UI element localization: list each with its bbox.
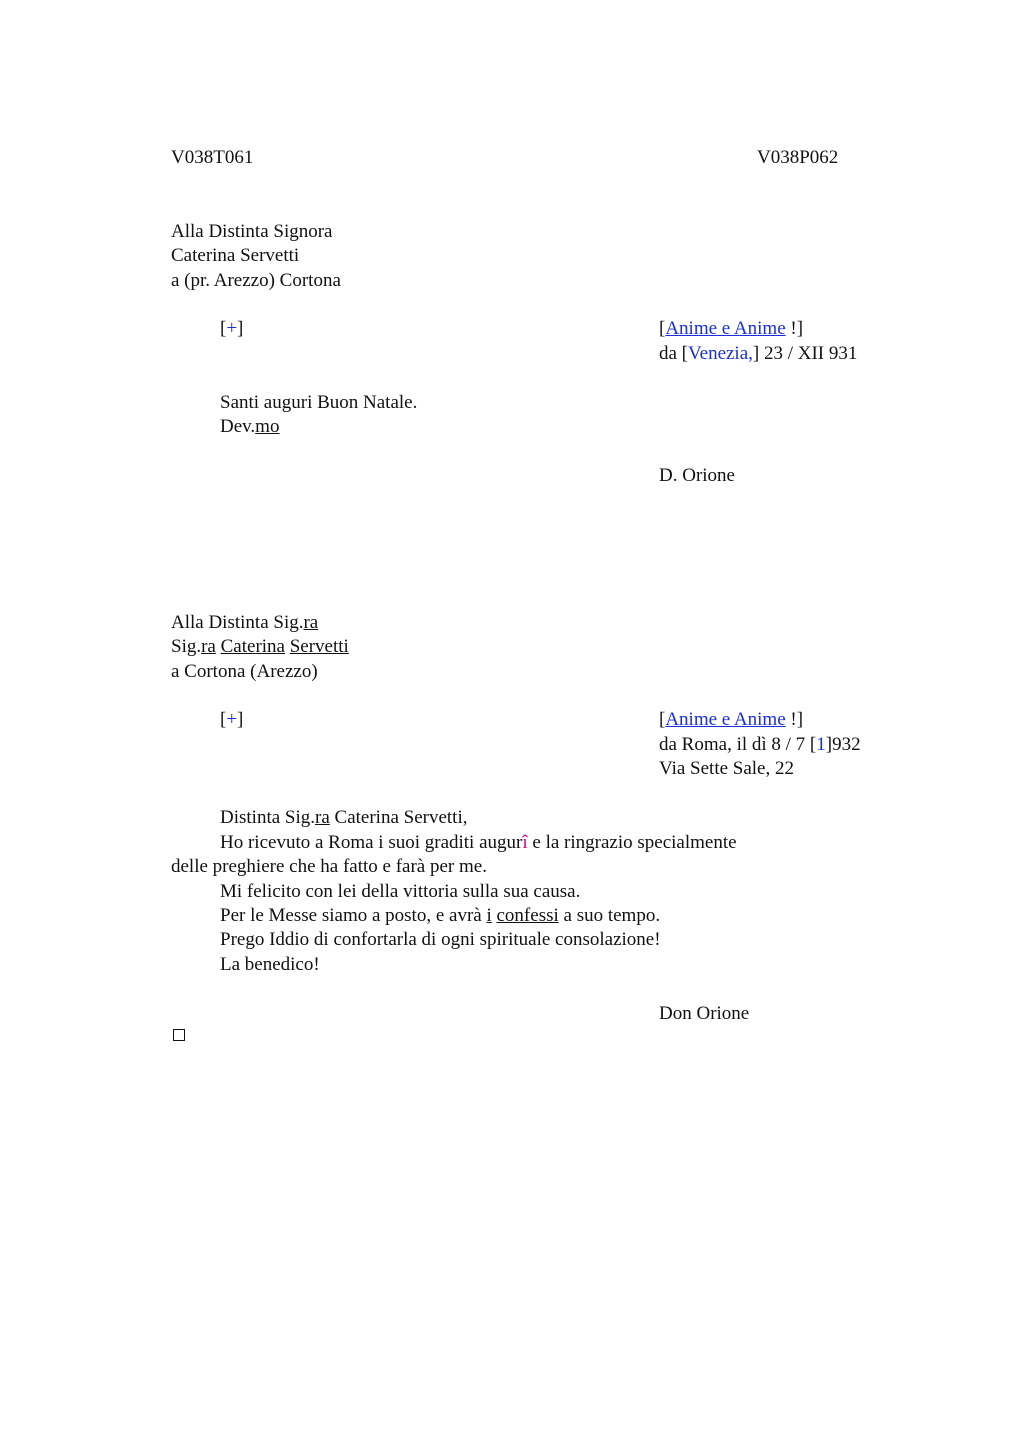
- date-prefix: da Roma, il dì 8 / 7 [: [659, 734, 817, 755]
- address1-superscript: ra: [303, 612, 319, 633]
- letter2-salutation: [220, 806, 468, 830]
- document-code-left: V038T061: [171, 147, 254, 168]
- motto-link[interactable]: Anime e Anime: [665, 709, 786, 730]
- letter2-date: [659, 733, 861, 757]
- letter2-body-line3: Mi felicito con lei della vittoria sulla sua causa.: [220, 881, 581, 902]
- closing-superscript: mo: [255, 416, 280, 437]
- address1-prefix: Alla Distinta Sig.: [171, 612, 304, 633]
- letter1-motto: [Anime e Anime !]: [659, 318, 804, 339]
- cross-symbol: +: [226, 318, 238, 339]
- address2-superscript: ra: [201, 636, 216, 657]
- letter2-address-line1: [171, 611, 318, 635]
- letter2-body-line4: [220, 904, 660, 928]
- letter2-address-line3: a Cortona (Arezzo): [171, 661, 318, 682]
- letter2-body-line6: La benedico!: [220, 954, 320, 975]
- end-marker-box-icon: [173, 1029, 185, 1041]
- closing-prefix: Dev.: [220, 416, 256, 437]
- line4-underlined-1: i: [486, 905, 492, 926]
- motto-suffix: !]: [785, 318, 804, 339]
- salutation-prefix: Distinta Sig.: [220, 807, 316, 828]
- letter2-body-line1: [220, 831, 737, 855]
- letter1-body-line: Santi auguri Buon Natale.: [220, 392, 418, 413]
- letter1-cross-mark: [+]: [220, 318, 244, 339]
- address2-first-name: Caterina: [220, 636, 285, 657]
- letter2-street: Via Sette Sale, 22: [659, 758, 794, 779]
- letter1-address-line1: Alla Distinta Signora: [171, 221, 333, 242]
- letter1-closing: [220, 415, 279, 439]
- line1-text-a: Ho ricevuto a Roma i suoi graditi augur: [220, 832, 523, 853]
- line4-text-b: a suo tempo.: [558, 905, 661, 926]
- motto-link[interactable]: Anime e Anime: [665, 318, 786, 339]
- letter2-address-line2: [171, 635, 349, 659]
- line4-underlined-2: confessi: [496, 905, 559, 926]
- cross-symbol: +: [226, 709, 238, 730]
- editorial-mark: î: [522, 832, 528, 853]
- letter2-signature: Don Orione: [659, 1003, 750, 1024]
- document-code-right: V038P062: [757, 147, 839, 168]
- letter2-body-line2: delle preghiere che ha fatto e farà per me.: [171, 856, 487, 877]
- letter2-cross-mark: [+]: [220, 709, 244, 730]
- line1-text-b: e la ringrazio specialmente: [527, 832, 737, 853]
- letter1-address-line3: a (pr. Arezzo) Cortona: [171, 270, 341, 291]
- date-suffix: ]932: [825, 734, 861, 755]
- salutation-suffix: Caterina Servetti,: [329, 807, 468, 828]
- motto-suffix: !]: [785, 709, 804, 730]
- letter1-address-line2: Caterina Servetti: [171, 245, 300, 266]
- letter1-signature: D. Orione: [659, 465, 735, 486]
- place-insert: Venezia,: [688, 343, 753, 364]
- place-prefix: da [: [659, 343, 689, 364]
- letter2-body-line5: Prego Iddio di confortarla di ogni spirituale consolazione!: [220, 929, 661, 950]
- address2-last-name: Servetti: [289, 636, 349, 657]
- address2-prefix: Sig.: [171, 636, 202, 657]
- line4-text-a: Per le Messe siamo a posto, e avrà: [220, 905, 487, 926]
- letter2-motto: [Anime e Anime !]: [659, 709, 804, 730]
- date-insert: 1: [816, 734, 826, 755]
- salutation-superscript: ra: [315, 807, 330, 828]
- letter1-date: ] 23 / XII 931: [752, 343, 858, 364]
- letter1-place-date: [659, 342, 857, 366]
